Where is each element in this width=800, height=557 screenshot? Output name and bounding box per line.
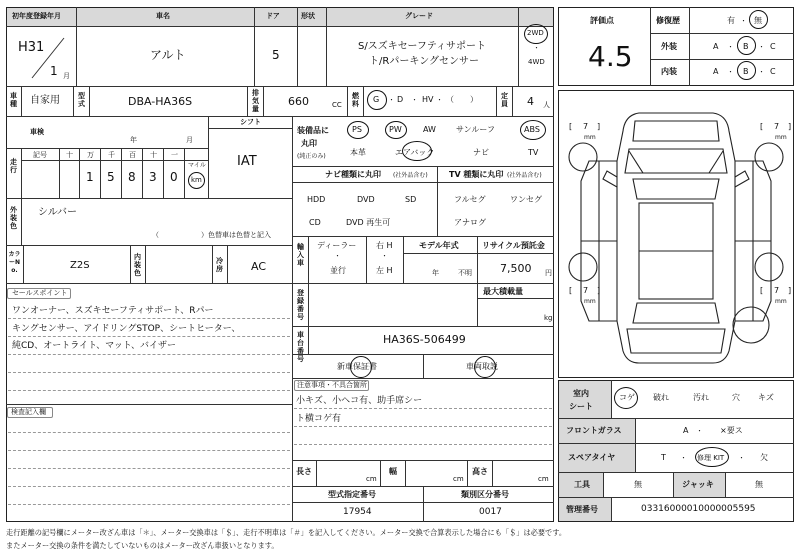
tread-fl-open: [	[569, 122, 573, 131]
fuel-g: G	[373, 95, 380, 104]
drive-4wd: 4WD	[528, 58, 545, 66]
tread-rr-mm: mm	[775, 298, 787, 305]
interior-hole: 穴	[732, 393, 740, 402]
fuel-dot-1: ・	[388, 96, 395, 104]
import-left-h: 左 H	[376, 266, 393, 275]
sales-points-label: セールスポイント	[12, 289, 68, 297]
fuel-d: D	[397, 95, 404, 104]
footer-line-1: 走行距離の記号欄にメーター改ざん車は「＊」、メーター交換車は「＄」、走行不明車は「＃」を記入してください。メーター交換で合算表示した場合にも「＄」は必要です。	[6, 528, 567, 537]
int-dot-1: ・	[727, 68, 734, 76]
ac-label: 冷房	[216, 257, 223, 273]
score-value: 4.5	[588, 40, 633, 73]
color-label: 外装色	[10, 206, 17, 230]
chassis-label: 車台番号	[297, 331, 304, 363]
glass-dot: ・	[696, 427, 703, 435]
ext-dot-1: ・	[727, 43, 734, 51]
recycle-yen: 円	[545, 269, 552, 277]
capacity-value: 4	[527, 95, 534, 108]
jack-value: 無	[755, 480, 763, 489]
shift-label: シフト	[240, 118, 261, 126]
import-parallel: 並行	[330, 266, 346, 275]
usage-value: 自家用	[30, 95, 60, 106]
import-dealer: ディーラー	[317, 241, 357, 250]
model-year-unknown: 不明	[458, 269, 472, 277]
max-load-label: 最大積載量	[483, 287, 523, 296]
car-name-label: 車名	[156, 12, 170, 20]
equipment-label-3: (純正のみ)	[297, 153, 326, 160]
new-warranty: 新車保証書	[337, 362, 377, 371]
chassis-value: HA36S-506499	[383, 333, 466, 346]
grade-line-1: S/スズキセーフティサポート	[358, 41, 487, 52]
notes-line-1: 小キズ、小ヘコ有、助手席シー	[296, 396, 423, 406]
sales-points-line-2: キングセンサー、アイドリングSTOP、シートヒーター、	[12, 324, 241, 334]
management-value: 03316000010000005595	[641, 504, 756, 514]
spare-dot-1: ・	[680, 454, 687, 462]
manual: 車両取説	[466, 362, 498, 371]
navi-dvd: DVD	[357, 195, 375, 204]
mileage-digit-4: 3	[149, 170, 157, 184]
mileage-label: 走行	[10, 158, 17, 174]
sales-points-line-1: ワンオーナー、スズキセーフティサポート、Rパー	[12, 306, 214, 316]
ext-a: A	[713, 42, 719, 51]
height-label: 高さ	[472, 467, 488, 476]
tv-oneseg: ワンセグ	[510, 195, 542, 204]
mileage-digit-3: 8	[128, 170, 136, 184]
color-value: シルバー	[38, 207, 78, 218]
int-label: 内装	[661, 67, 677, 76]
spare-none: 欠	[760, 453, 768, 462]
management-label: 管理番号	[566, 505, 598, 514]
first-reg-month-unit: 月	[63, 72, 70, 80]
spare-repair-kit: 修理 KIT	[697, 454, 725, 462]
inspection-month: 月	[186, 136, 193, 144]
equipment-label-1: 装備品に	[297, 126, 329, 135]
inspection-year: 年	[130, 136, 137, 144]
width-cm: cm	[453, 475, 464, 483]
usage-label: 車種	[10, 92, 17, 108]
tools-value: 無	[634, 480, 642, 489]
spare-t: T	[661, 453, 666, 462]
tread-rl-open: [	[569, 286, 573, 295]
displacement-unit: CC	[332, 101, 342, 109]
int-a: A	[713, 67, 719, 76]
import-label: 輸入車	[297, 243, 304, 267]
spare-label: スペアタイヤ	[568, 453, 616, 462]
navi-label: ナビ種類に丸印	[325, 170, 381, 179]
recycle-value: 7,500	[500, 262, 532, 275]
tv-label-small: (社外品含む)	[507, 172, 542, 179]
color-no-value: Z2S	[70, 260, 90, 271]
interior-burn: コゲ	[619, 393, 635, 402]
mileage-code-label: 記号	[33, 151, 47, 159]
interior-label-2: シート	[569, 402, 593, 411]
tread-fr-value: 7	[774, 122, 780, 131]
model-label: 型式	[78, 92, 85, 108]
mileage-mile-label: マイル	[188, 162, 206, 169]
tread-rr-value: 7	[774, 286, 780, 295]
int-b: B	[743, 67, 749, 76]
height-cm: cm	[538, 475, 549, 483]
sales-points-line-3: 純CD、オートライト、マット、バイザー	[12, 341, 176, 351]
tread-fr-close: ]	[788, 122, 792, 131]
repair-label: 修復歴	[656, 16, 680, 25]
first-reg-month: 1	[50, 64, 58, 78]
grade-label: グレード	[405, 12, 433, 20]
navi-dvd-playback: DVD 再生可	[346, 218, 391, 227]
shape-label: 形状	[301, 12, 315, 20]
mileage-unit-3: 千	[108, 151, 115, 159]
tv-analog: アナログ	[454, 218, 486, 227]
mileage-unit-5: 十	[150, 151, 157, 159]
color-note: （ ）色替車は色替と記入	[152, 231, 271, 239]
mileage-digit-1: 1	[86, 170, 94, 184]
door-value: 5	[272, 48, 280, 62]
equipment-label-2: 丸印	[301, 139, 317, 148]
first-reg-era: H31	[18, 40, 45, 55]
tread-rl-value: 7	[583, 286, 589, 295]
int-dot-2: ・	[758, 68, 765, 76]
class-value: 0017	[479, 507, 502, 517]
tv-fullseg: フルセグ	[454, 195, 486, 204]
equip-leather: 本革	[350, 148, 366, 157]
shift-value: IAT	[237, 154, 257, 169]
tv-label: TV 種類に丸印	[449, 170, 504, 179]
mileage-unit-6: 一	[171, 151, 178, 159]
recycle-label: リサイクル預託金	[482, 241, 545, 250]
equip-sunroof: サンルーフ	[456, 125, 495, 134]
tread-fl-value: 7	[583, 122, 589, 131]
fuel-hv: HV	[422, 95, 434, 104]
equip-pw: PW	[389, 125, 402, 134]
repair-yes: 有	[727, 16, 735, 25]
ext-dot-2: ・	[758, 43, 765, 51]
class-label: 類別区分番号	[461, 490, 509, 499]
ext-c: C	[770, 42, 776, 51]
max-load-kg: kg	[544, 314, 553, 322]
mileage-digit-5: 0	[170, 170, 178, 184]
tread-rr-open: [	[760, 286, 764, 295]
fuel-dot-2: ・	[411, 96, 418, 104]
capacity-label: 定員	[501, 92, 508, 108]
mileage-unit-2: 万	[87, 151, 94, 159]
glass-a: A	[683, 426, 689, 435]
equip-airbag: エアバック	[395, 148, 435, 157]
tread-rl-mm: mm	[584, 298, 596, 305]
fuel-dot-3: ・	[436, 96, 443, 104]
length-cm: cm	[366, 475, 377, 483]
fuel-other: （ ）	[446, 95, 478, 104]
drive-dot: ・	[533, 44, 540, 52]
equip-tv: TV	[528, 148, 539, 157]
type-designation-value: 17954	[343, 507, 372, 517]
equip-ps: PS	[352, 125, 362, 134]
interior-stain: 汚れ	[693, 393, 709, 402]
model-value: DBA-HA36S	[128, 95, 193, 108]
tread-fl-close: ]	[597, 122, 601, 131]
grade-line-2: ト/Rパーキングセンサー	[369, 56, 480, 67]
int-color-label: 内装色	[134, 253, 141, 277]
header-row-1	[7, 8, 553, 26]
interior-scratch: キズ	[758, 393, 774, 402]
interior-tear: 破れ	[653, 393, 669, 402]
reg-no-label: 登録番号	[297, 289, 304, 321]
int-c: C	[770, 67, 776, 76]
first-reg-slash	[30, 36, 66, 80]
import-right-h: 右 H	[376, 241, 393, 250]
jack-label: ジャッキ	[682, 480, 714, 489]
spare-dot-2: ・	[738, 454, 745, 462]
tread-fr-open: [	[760, 122, 764, 131]
navi-hdd: HDD	[307, 195, 326, 204]
ac-value: AC	[251, 260, 267, 273]
displacement-value: 660	[288, 95, 309, 108]
first-reg-label: 初年度登録年月	[12, 12, 61, 20]
color-no-label: カラーNo.	[8, 251, 21, 274]
navi-sd: SD	[405, 195, 417, 204]
glass-label: フロントガラス	[566, 426, 622, 435]
mileage-digit-2: 5	[107, 170, 115, 184]
navi-cd: CD	[309, 218, 321, 227]
drive-2wd: 2WD	[527, 29, 544, 37]
footer-line-2: またメーター交換の条件を満たしていないものはメーター改ざん車扱いとなります。	[6, 541, 279, 550]
notes-label: 注意事項・不具合箇所	[297, 381, 367, 389]
glass-needs-replace: ×要ス	[720, 426, 743, 435]
inspector-label: 検査記入欄	[11, 408, 46, 416]
door-label: ドア	[266, 12, 280, 20]
mileage-unit-1: 十	[66, 151, 73, 159]
tread-rl-close: ]	[597, 286, 601, 295]
repair-no: 無	[754, 16, 762, 25]
equip-aw: AW	[423, 125, 436, 134]
score-label: 評価点	[590, 16, 614, 25]
fuel-label: 燃料	[352, 92, 359, 108]
type-designation-label: 型式指定番号	[328, 490, 376, 499]
displacement-label: 排気量	[252, 89, 259, 113]
mileage-km: km	[191, 176, 202, 184]
length-label: 長さ	[296, 467, 312, 476]
notes-line-2: ト横コゲ有	[296, 414, 342, 424]
tread-fl-mm: mm	[584, 134, 596, 141]
interior-label-1: 室内	[573, 389, 589, 398]
equip-navi: ナビ	[473, 148, 489, 157]
model-year-year: 年	[432, 269, 439, 277]
model-year-label: モデル年式	[419, 241, 459, 250]
tread-fr-mm: mm	[775, 134, 787, 141]
car-name-value: アルト	[150, 48, 186, 62]
import-dot: ・	[334, 252, 341, 260]
ext-label: 外装	[661, 42, 677, 51]
repair-sep: ・	[740, 17, 747, 25]
tread-rr-close: ]	[788, 286, 792, 295]
capacity-unit: 人	[543, 101, 550, 109]
tools-label: 工具	[574, 480, 590, 489]
ext-b: B	[743, 42, 749, 51]
inspection-label: 車検	[30, 128, 44, 136]
mileage-unit-4: 百	[129, 151, 136, 159]
navi-label-small: (社外品含む)	[393, 172, 428, 179]
width-label: 幅	[389, 467, 397, 476]
equip-abs: ABS	[524, 125, 540, 134]
import-dot-2: ・	[381, 252, 388, 260]
